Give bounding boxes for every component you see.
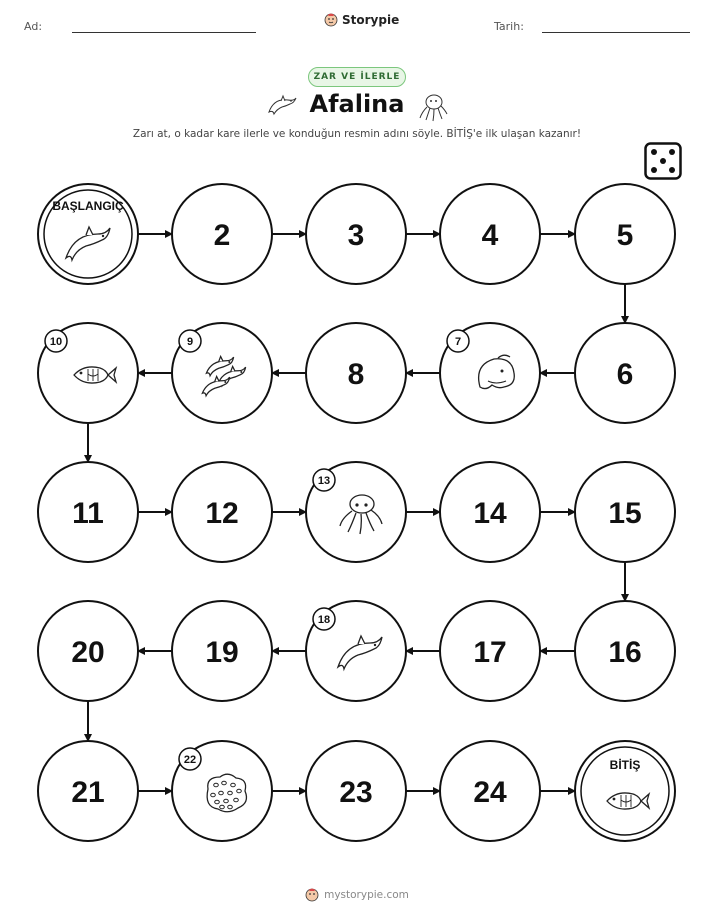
cell-number: 19 xyxy=(205,636,239,669)
cell-number: 9 xyxy=(186,336,194,348)
cell-number: 20 xyxy=(71,636,105,669)
cell-number: 6 xyxy=(616,358,634,391)
board-cell-3 xyxy=(306,184,406,284)
cell-number: 4 xyxy=(481,219,499,252)
cell-number: 5 xyxy=(616,219,634,252)
cell-number: 8 xyxy=(347,358,365,391)
instructions: Zarı at, o kadar kare ilerle ve konduğun resmin adını söyle. BİTİŞ'e ilk ulaşan kazanır! xyxy=(132,128,582,140)
cell-number: 11 xyxy=(72,497,104,530)
brand-name: Storypie xyxy=(342,13,400,27)
board-cell-20 xyxy=(38,601,138,701)
board-cell-22 xyxy=(172,741,272,841)
board-cells xyxy=(38,184,675,841)
cell-number-badge xyxy=(179,330,201,352)
cell-number: 15 xyxy=(608,497,642,530)
board-cell-4 xyxy=(440,184,540,284)
board-cell-13 xyxy=(306,462,406,562)
cell-number: 22 xyxy=(183,754,197,766)
board-cell-24 xyxy=(440,741,540,841)
board-cell-15 xyxy=(575,462,675,562)
board-cell-12 xyxy=(172,462,272,562)
cell-number: 21 xyxy=(71,776,105,809)
cell-number: 3 xyxy=(347,219,365,252)
storypie-logo-icon xyxy=(305,888,319,902)
cell-number-badge xyxy=(313,608,335,630)
cell-number: 7 xyxy=(454,336,462,348)
start-label: BAŞLANGIÇ xyxy=(52,199,124,213)
finish-label: BİTİŞ xyxy=(609,758,641,772)
board-cell-9 xyxy=(172,323,272,423)
cell-number: 18 xyxy=(317,614,331,626)
cell-number-badge xyxy=(45,330,67,352)
board-cell-16 xyxy=(575,601,675,701)
cell-number-badge xyxy=(447,330,469,352)
board-cell-10 xyxy=(38,323,138,423)
cell-number: 14 xyxy=(473,497,507,530)
board-cell-23 xyxy=(306,741,406,841)
board-cell-18 xyxy=(306,601,406,701)
name-label: Ad: xyxy=(24,20,43,33)
board-cell-2 xyxy=(172,184,272,284)
board-cell-7 xyxy=(440,323,540,423)
footer xyxy=(0,888,714,902)
board-cell-6 xyxy=(575,323,675,423)
cell-number: 24 xyxy=(473,776,507,809)
cell-number: 23 xyxy=(339,776,373,809)
board-cell-17 xyxy=(440,601,540,701)
cell-number: 12 xyxy=(205,497,239,530)
cell-number: 17 xyxy=(473,636,507,669)
date-label: Tarih: xyxy=(494,20,524,33)
board-cell-1 xyxy=(38,184,138,284)
board-cell-25 xyxy=(575,741,675,841)
footer-url: mystorypie.com xyxy=(324,889,409,901)
page-title: Afalina xyxy=(309,90,405,118)
cell-number-badge xyxy=(313,469,335,491)
cell-number: 2 xyxy=(213,219,231,252)
board-cell-14 xyxy=(440,462,540,562)
sponge-icon xyxy=(207,774,246,812)
cell-number: 16 xyxy=(608,636,642,669)
board-cell-21 xyxy=(38,741,138,841)
cell-number: 10 xyxy=(49,336,63,348)
activity-badge: ZAR VE İLERLE xyxy=(308,67,406,87)
board-cell-19 xyxy=(172,601,272,701)
board-cell-11 xyxy=(38,462,138,562)
cell-number-badge xyxy=(179,748,201,770)
board-cell-8 xyxy=(306,323,406,423)
board-cell-5 xyxy=(575,184,675,284)
cell-number: 13 xyxy=(317,475,331,487)
